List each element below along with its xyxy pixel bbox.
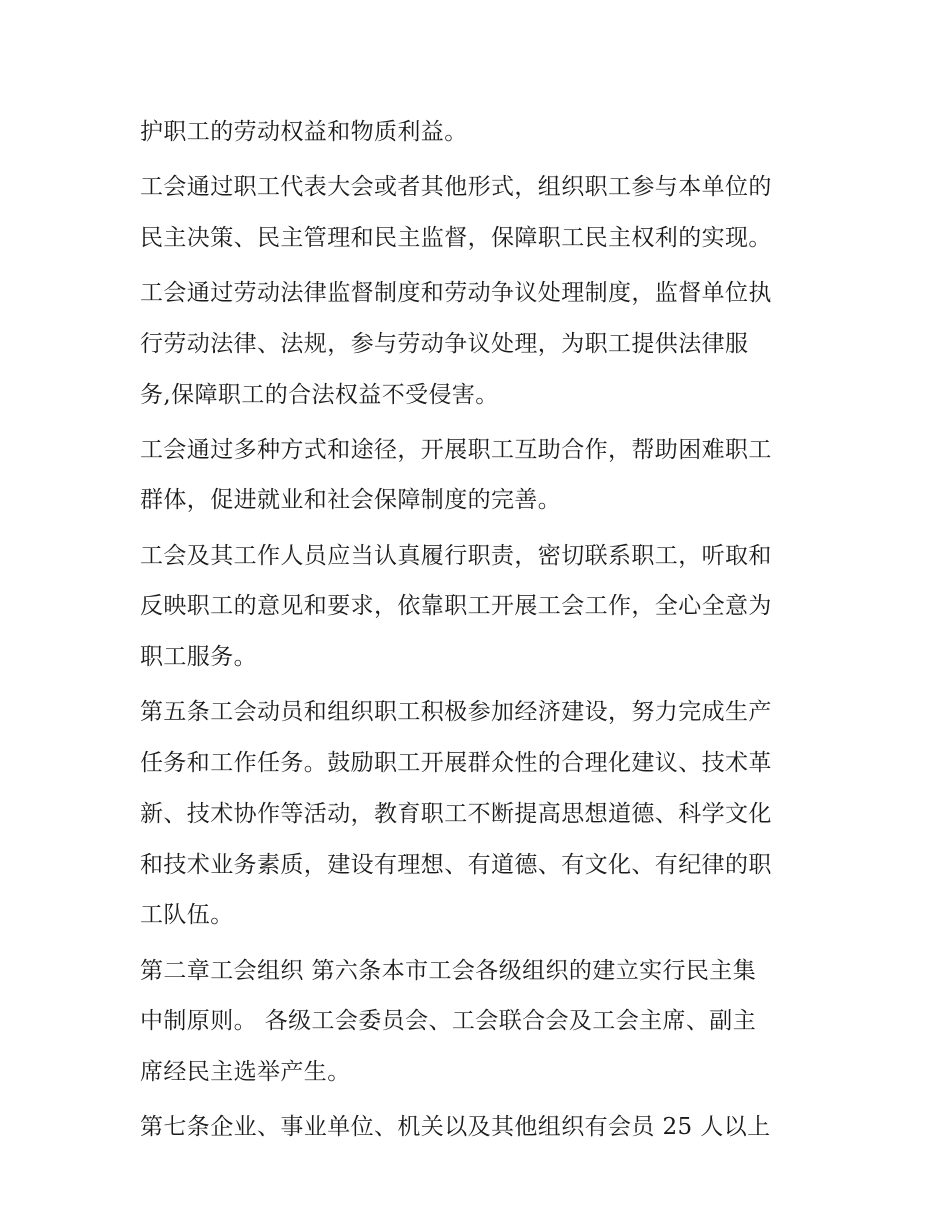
text-line: 群体，促进就业和社会保障制度的完善。	[140, 487, 562, 514]
text-line: 工会通过劳动法律监督制度和劳动争议处理制度，监督单位执	[140, 279, 772, 306]
text-line: 工会通过职工代表大会或者其他形式，组织职工参与本单位的	[140, 174, 772, 201]
text-line: 职工服务。	[140, 644, 257, 671]
paragraph	[140, 946, 830, 1098]
text-line: 工队伍。	[140, 902, 234, 929]
text-line: 第五条工会动员和组织职工积极参加经济建设，努力完成生产	[140, 699, 772, 726]
document-body	[140, 107, 830, 1157]
paragraph	[140, 1102, 830, 1153]
text-line: 第二章工会组织 第六条本市工会各级组织的建立实行民主集	[140, 957, 757, 984]
paragraph	[140, 162, 830, 264]
text-line: 务,保障职工的合法权益不受侵害。	[140, 381, 499, 408]
text-line: 民主决策、民主管理和民主监督，保障职工民主权利的实现。	[140, 224, 772, 251]
text-line: 中制原则。 各级工会委员会、工会联合会及工会主席、副主	[140, 1008, 757, 1035]
paragraph	[140, 107, 830, 158]
paragraph	[140, 425, 830, 527]
text-line: 新、技术协作等活动，教育职工不断提高思想道德、科学文化	[140, 800, 772, 827]
text-line: 第七条企业、事业单位、机关以及其他组织有会员 25 人以上	[140, 1114, 771, 1141]
text-line: 工会通过多种方式和途径，开展职工互助合作，帮助困难职工	[140, 436, 772, 463]
text-line: 席经民主选举产生。	[140, 1059, 351, 1086]
text-line: 反映职工的意见和要求，依靠职工开展工会工作，全心全意为	[140, 593, 772, 620]
paragraph	[140, 531, 830, 683]
text-line: 和技术业务素质，建设有理想、有道德、有文化、有纪律的职	[140, 851, 772, 878]
paragraph	[140, 687, 830, 941]
text-line: 行劳动法律、法规，参与劳动争议处理，为职工提供法律服	[140, 330, 749, 357]
text-line: 工会及其工作人员应当认真履行职责，密切联系职工，听取和	[140, 542, 772, 569]
text-line: 任务和工作任务。鼓励职工开展群众性的合理化建议、技术革	[140, 750, 772, 777]
paragraph	[140, 268, 830, 420]
text-line: 护职工的劳动权益和物质利益。	[140, 119, 468, 145]
